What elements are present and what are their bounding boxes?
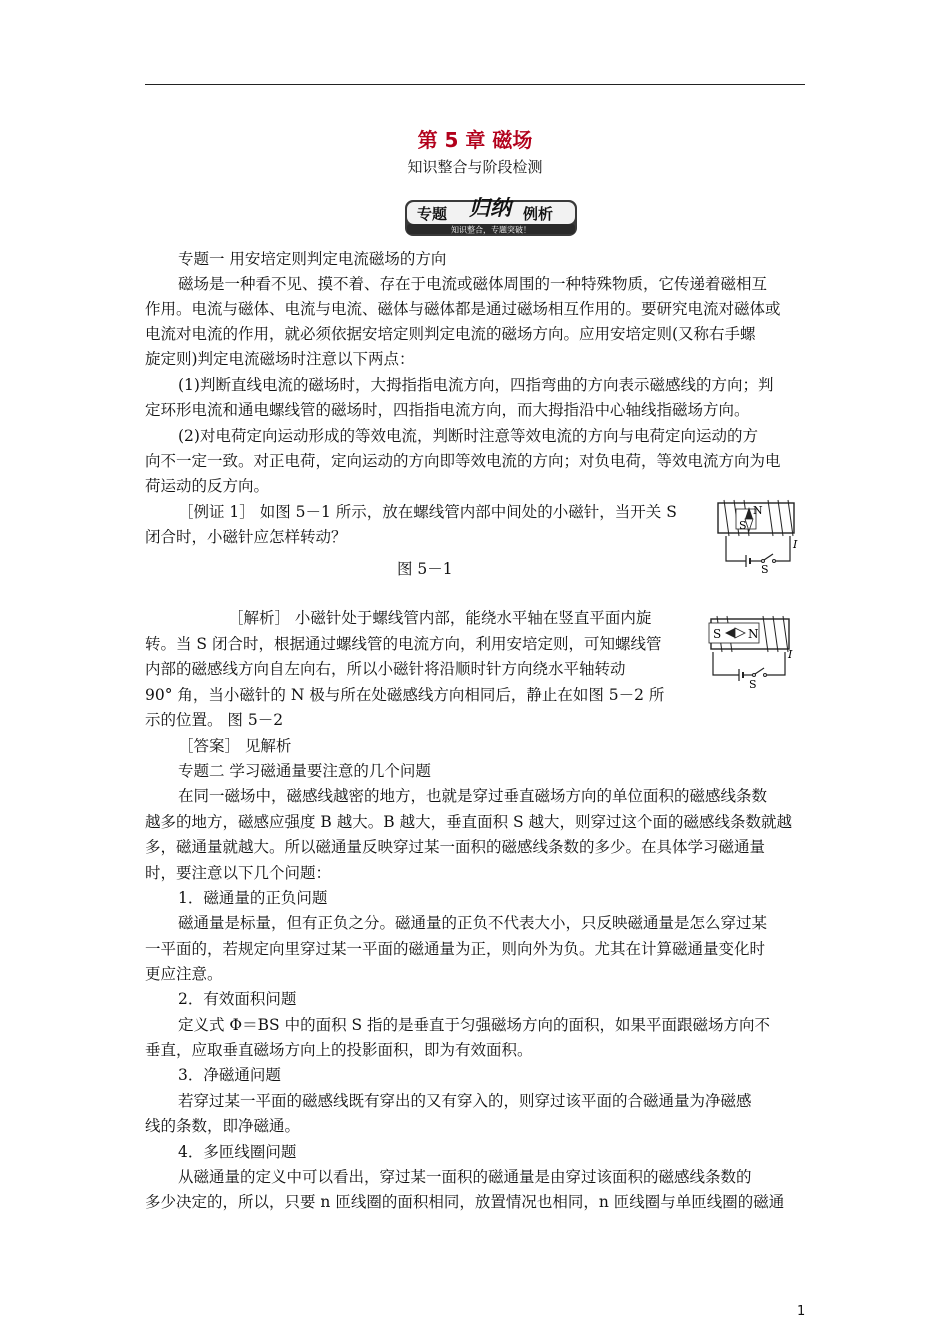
body-line: 若穿过某一平面的磁感线既有穿出的又有穿入的，则穿过该平面的合磁通量为净磁感 (178, 1092, 752, 1110)
header-rule (145, 84, 805, 85)
analysis-line: 内部的磁感线方向自左向右，所以小磁针将沿顺时针方向绕水平轴转动 (145, 660, 626, 678)
body-line: (2)对电荷定向运动形成的等效电流，判断时注意等效电流的方向与电荷定向运动的方 (178, 427, 758, 445)
subheading: 3．净磁通问题 (178, 1066, 281, 1084)
body-line: 多，磁通量就越大。所以磁通量反映穿过某一面积的磁感线条数的多少。在具体学习磁通量 (145, 838, 766, 856)
subheading: 2．有效面积问题 (178, 990, 297, 1008)
example1-line: ［例证 1］ 如图 5－1 所示，放在螺线管内部中间处的小磁针，当开关 S (178, 503, 677, 521)
answer-line: ［答案］ 见解析 (178, 737, 292, 755)
figure1-caption: 图 5－1 (397, 560, 453, 578)
figure1-current-label: I (793, 538, 798, 551)
section-subtitle: 知识整合与阶段检测 (407, 158, 543, 176)
body-line: 时，要注意以下几个问题： (145, 864, 332, 882)
figure2-s-label: S (713, 627, 722, 641)
body-line: 在同一磁场中，磁感线越密的地方，也就是穿过垂直磁场方向的单位面积的磁感线条数 (178, 787, 768, 805)
figure1-solenoid-diagram (706, 497, 802, 575)
body-line: 更应注意。 (145, 965, 223, 983)
example1-line: 闭合时，小磁针应怎样转动？ (145, 528, 347, 546)
topic2-heading: 专题二 学习磁通量要注意的几个问题 (178, 762, 431, 780)
banner-script-text: 归纳 (469, 195, 511, 220)
analysis-line: 90° 角，当小磁针的 N 极与所在处磁感线方向相同后，静止在如图 5－2 所 (145, 686, 665, 704)
body-line: 定义式 Φ＝BS 中的面积 S 指的是垂直于匀强磁场方向的面积，如果平面跟磁场方向不 (178, 1016, 771, 1034)
topic1-heading: 专题一 用安培定则判定电流磁场的方向 (178, 250, 447, 268)
figure1-switch-label: S (761, 563, 769, 575)
analysis-line: ［解析］ 小磁针处于螺线管内部，能绕水平轴在竖直平面内旋 (228, 609, 652, 627)
banner-tagline: 知识整合，专题突破！ (451, 225, 531, 235)
body-line: 磁通量是标量，但有正负之分。磁通量的正负不代表大小，只反映磁通量是怎么穿过某 (178, 914, 768, 932)
topic-banner (403, 191, 579, 239)
figure2-n-label: N (748, 627, 759, 641)
figure1-magnet-n-label: N (753, 504, 763, 517)
page-number: 1 (797, 1304, 806, 1319)
body-line: 向不一定一致。对正电荷，定向运动的方向即等效电流的方向；对负电荷，等效电流方向为电 (145, 452, 781, 470)
body-line: 多少决定的，所以，只要 n 匝线圈的面积相同，放置情况也相同，n 匝线圈与单匝线圈的磁通 (145, 1193, 785, 1211)
banner-right-text: 例析 (523, 205, 554, 223)
body-line: 作用。电流与磁体、电流与电流、磁体与磁体都是通过磁场相互作用的。要研究电流对磁体或 (145, 300, 781, 318)
body-line: 垂直，应取垂直磁场方向上的投影面积，即为有效面积。 (145, 1041, 533, 1059)
chapter-title: 第 5 章 磁场 (417, 128, 533, 152)
figure1-magnet-s-label: S (739, 519, 747, 532)
body-line: 定环形电流和通电螺线管的磁场时，四指指电流方向，而大拇指沿中心轴线指磁场方向。 (145, 401, 750, 419)
body-line: 一平面的，若规定向里穿过某一平面的磁通量为正，则向外为负。尤其在计算磁通量变化时 (145, 940, 766, 958)
body-line: (1)判断直线电流的磁场时，大拇指指电流方向，四指弯曲的方向表示磁感线的方向；判 (178, 376, 774, 394)
body-line: 旋定则)判定电流磁场时注意以下两点： (145, 350, 415, 368)
analysis-line: 示的位置。 图 5－2 (145, 711, 284, 729)
subheading: 1．磁通量的正负问题 (178, 889, 328, 907)
body-line: 荷运动的反方向。 (145, 477, 270, 495)
figure2-solenoid-diagram (703, 613, 799, 691)
analysis-line: 转。当 S 闭合时，根据通过螺线管的电流方向，利用安培定则，可知螺线管 (145, 635, 662, 653)
figure2-switch-label: S (749, 678, 757, 691)
figure2-current-label: I (788, 648, 793, 661)
banner-left-text: 专题 (417, 205, 448, 223)
body-line: 磁场是一种看不见、摸不着、存在于电流或磁体周围的一种特殊物质，它传递着磁相互 (178, 275, 768, 293)
body-line: 线的条数，即净磁通。 (145, 1117, 301, 1135)
body-line: 越多的地方，磁感应强度 B 越大。B 越大，垂直面积 S 越大，则穿过这个面的磁感线条数就越 (145, 813, 793, 831)
subheading: 4．多匝线圈问题 (178, 1143, 297, 1161)
body-line: 电流对电流的作用，就必须依据安培定则判定电流的磁场方向。应用安培定则(又称右手螺 (145, 325, 756, 343)
body-line: 从磁通量的定义中可以看出，穿过某一面积的磁通量是由穿过该面积的磁感线条数的 (178, 1168, 752, 1186)
